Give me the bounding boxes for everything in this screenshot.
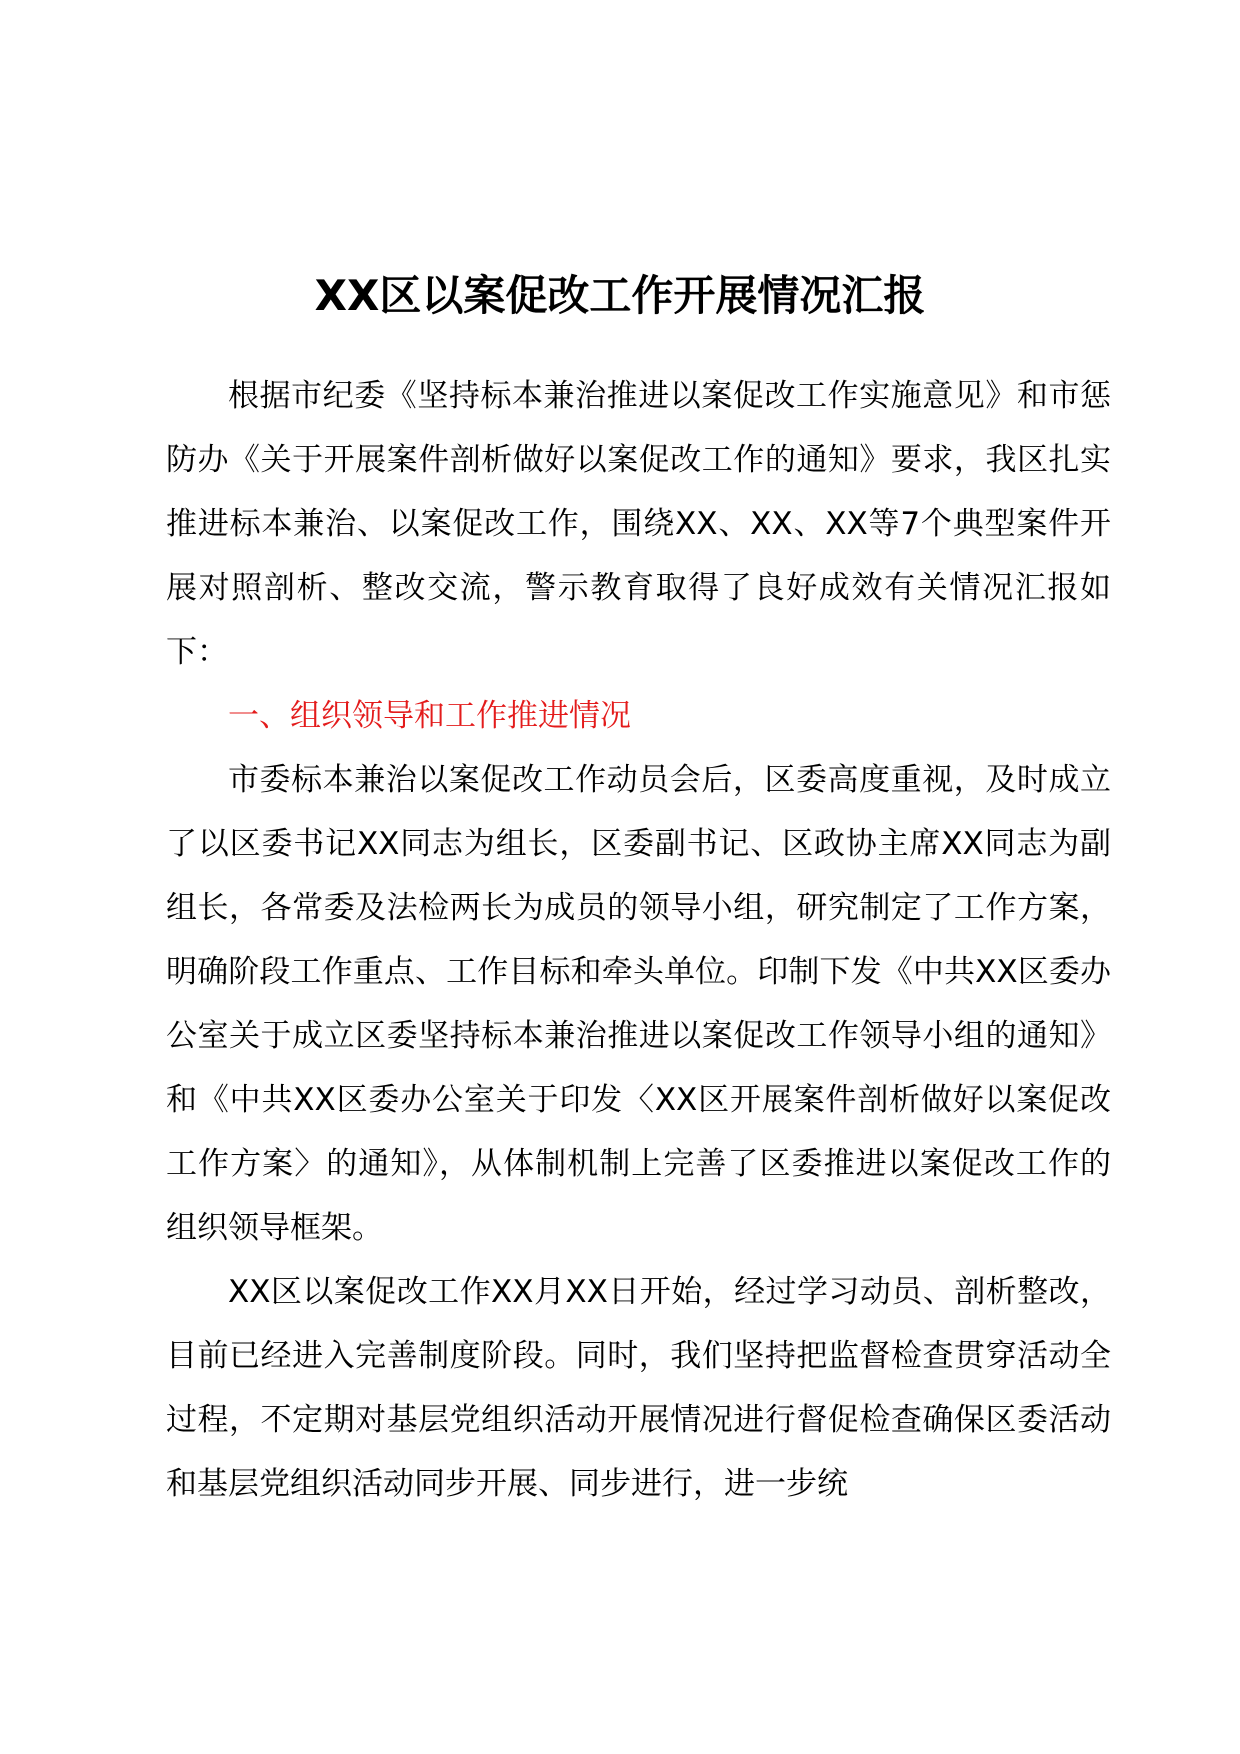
document-title: XX区以案促改工作开展情况汇报 — [314, 271, 926, 320]
intro-paragraph: 根据市纪委《坚持标本兼治推进以案促改工作实施意见》和市惩防办《关于开展案件剖析做好以案促改工作的通知》要求，我区扎实推进标本兼治、以案促改工作，围绕XX、XX、XX等7个典型案件开展对照剖析、整改交流，警示教育取得了良好成效有关情况汇报如下： — [166, 378, 1111, 670]
document-body — [166, 364, 1111, 1516]
body-paragraph: XX区以案促改工作XX月XX日开始，经过学习动员、剖析整改，目前已经进入完善制度阶段。同时，我们坚持把监督检查贯穿活动全过程，不定期对基层党组织活动开展情况进行督促检查确保区委活动和基层党组织活动同步开展、同步进行，进一步统 — [166, 1274, 1111, 1502]
section-heading: 一、组织领导和工作推进情况 — [228, 698, 631, 734]
body-paragraph: 市委标本兼治以案促改工作动员会后，区委高度重视，及时成立了以区委书记XX同志为组长，区委副书记、区政协主席XX同志为副组长，各常委及法检两长为成员的领导小组，研究制定了工作方案，明确阶段工作重点、工作目标和牵头单位。印制下发《中共XX区委办公室关于成立区委坚持标本兼治推进以案促改工作领导小组的通知》和《中共XX区委办公室关于印发〈XX区开展案件剖析做好以案促改工作方案〉的通知》，从体制机制上完善了区委推进以案促改工作的组织领导框架。 — [166, 762, 1111, 1246]
